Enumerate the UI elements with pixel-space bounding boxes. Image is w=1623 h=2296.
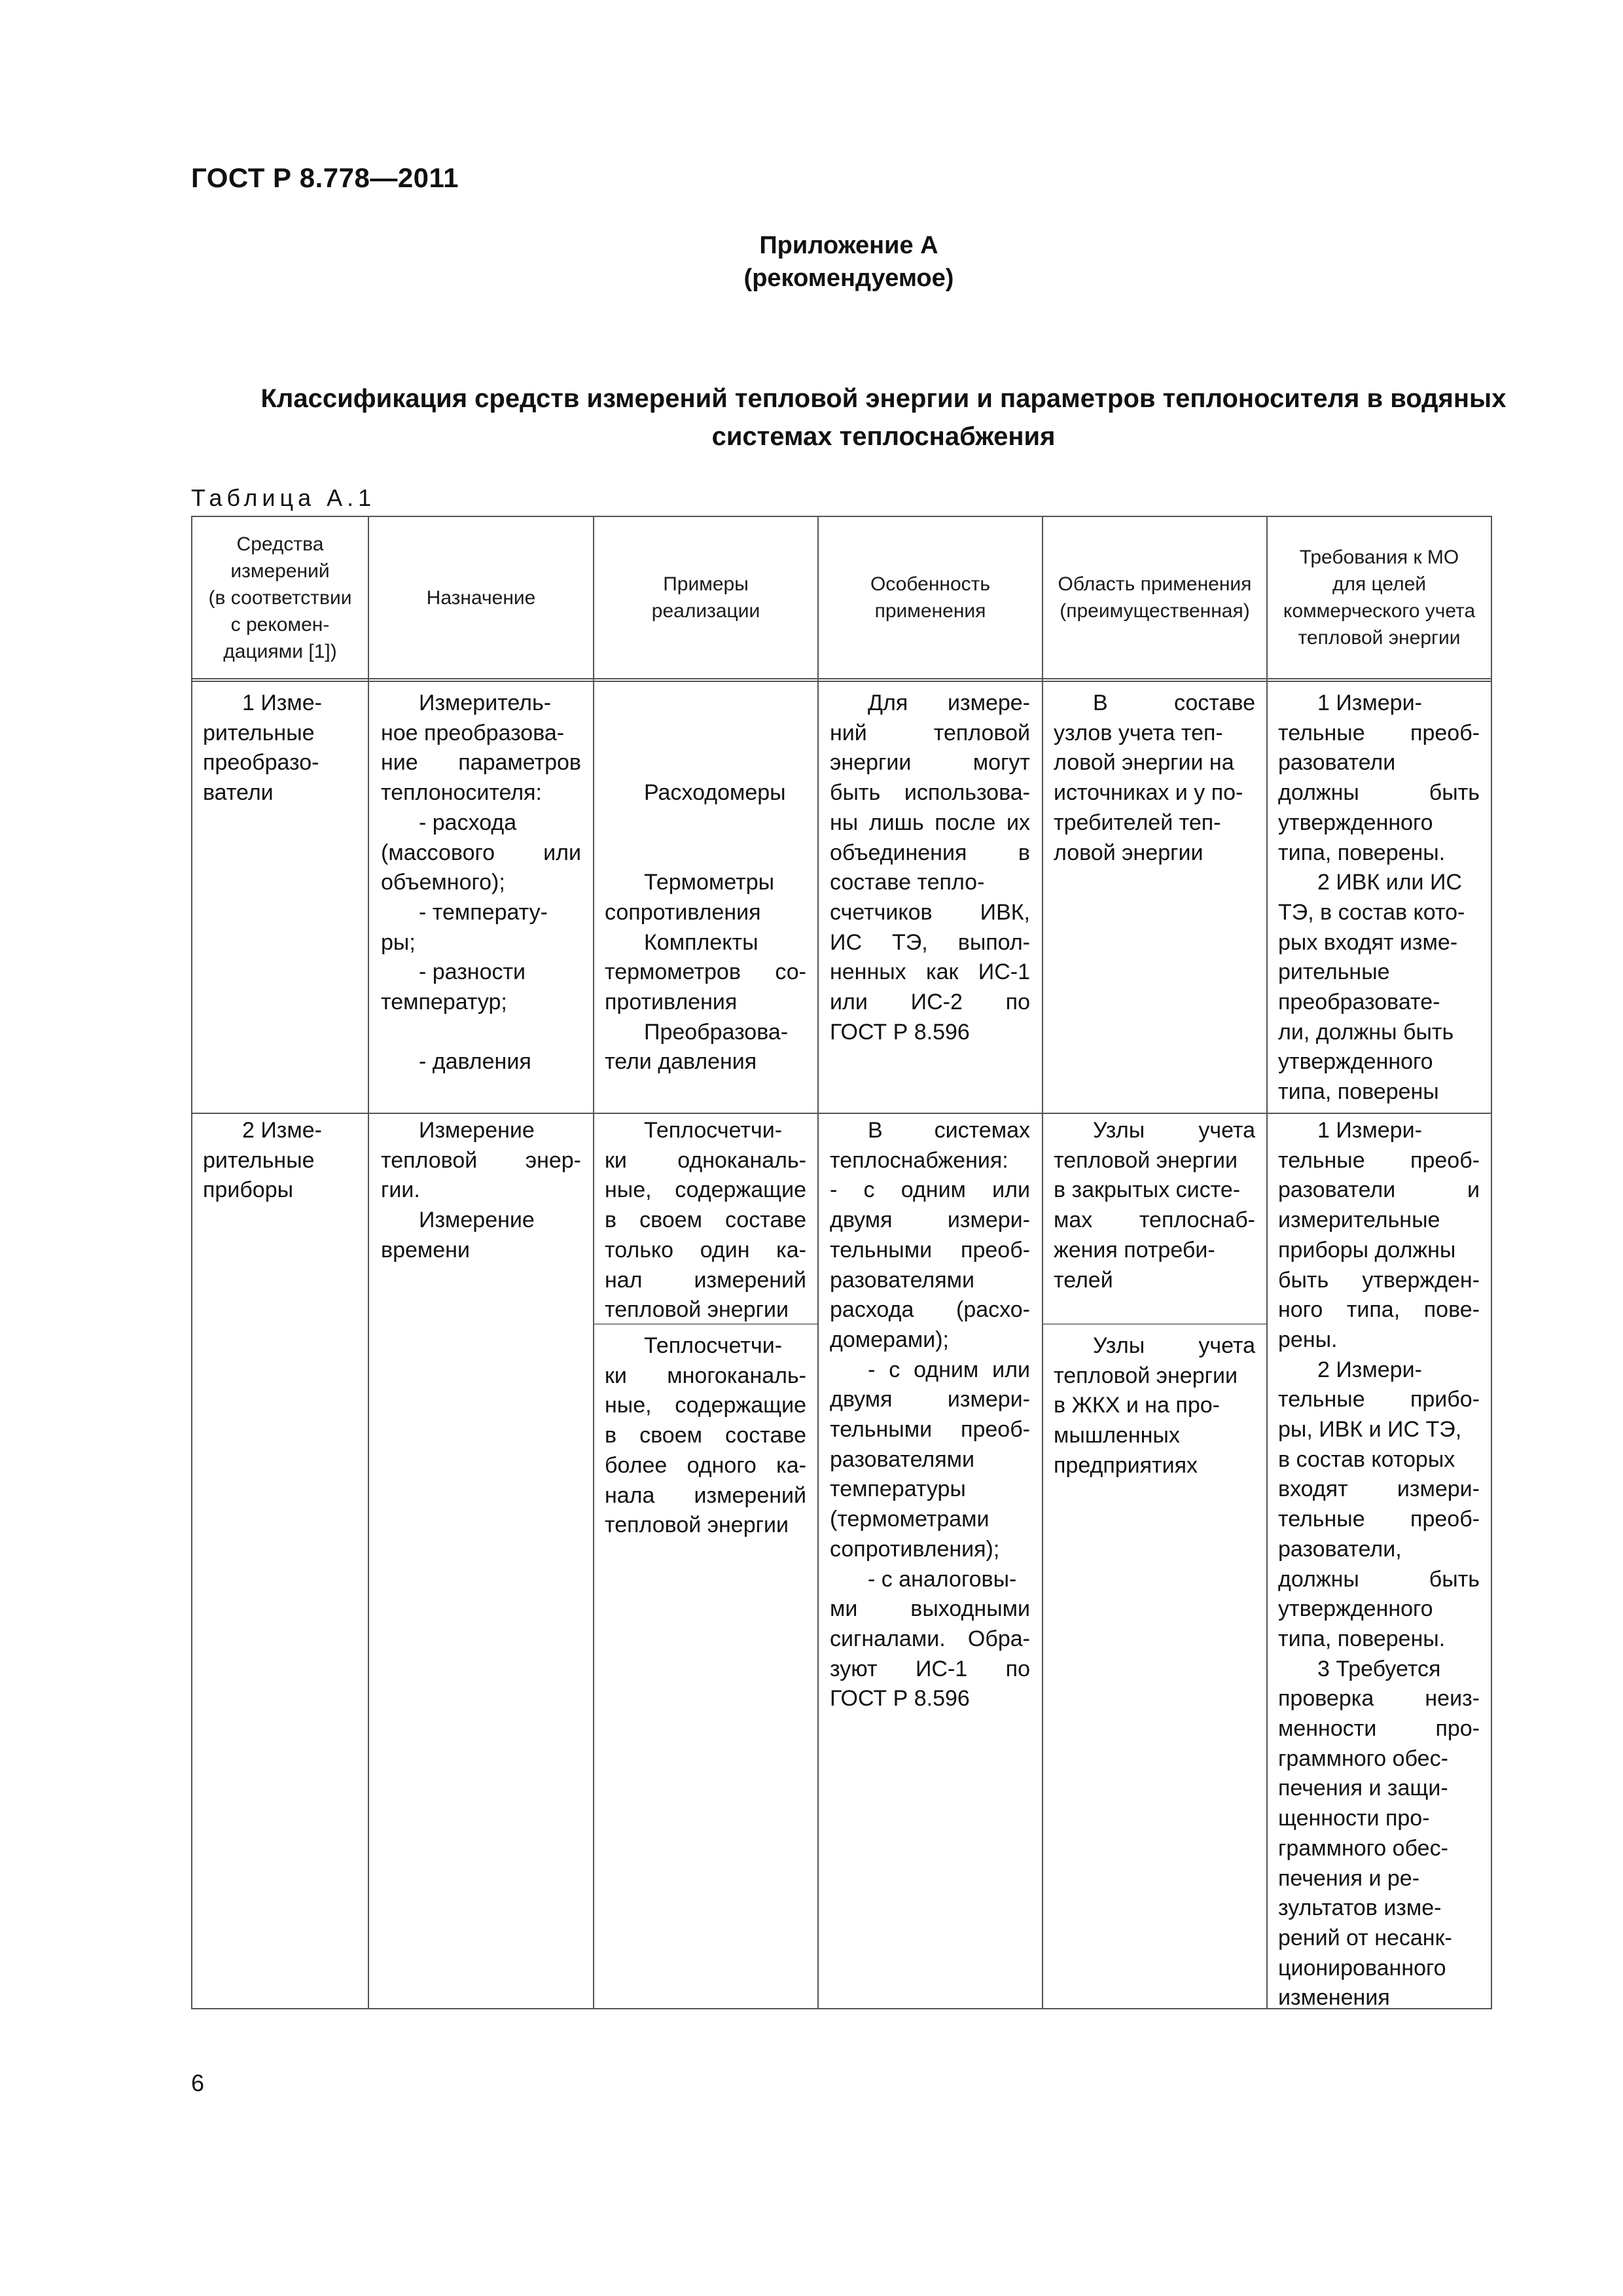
cell-line: ры; xyxy=(381,929,416,955)
cell-line: счетчиков ИВК, xyxy=(830,899,1030,925)
cell-line: печения и защи- xyxy=(1278,1776,1448,1801)
cell-line: ловой энергии на xyxy=(1054,750,1234,776)
cell-line: времени xyxy=(381,1237,470,1263)
standard-code: ГОСТ Р 8.778—2011 xyxy=(191,162,459,193)
row1-purpose-cell xyxy=(381,689,581,1077)
cell-line: утвержденного xyxy=(1278,1596,1433,1622)
cell-line: Теплосчетчи- xyxy=(644,1118,783,1143)
cell-line: Узлы учета xyxy=(1093,1118,1255,1143)
cell-line: Теплосчетчи- xyxy=(644,1333,783,1358)
row2-means-cell xyxy=(203,1116,353,1206)
cell-line: температур; xyxy=(381,990,507,1015)
cell-line: рительные xyxy=(203,720,315,745)
cell-line: тепловой энергии xyxy=(1054,1147,1238,1173)
cell-line: нал измерений xyxy=(605,1267,806,1293)
cell-line: нала измерений xyxy=(605,1482,806,1508)
cell-line: тельными преоб- xyxy=(830,1417,1030,1443)
cell-line: рительные xyxy=(203,1147,315,1173)
cell-line: ное преобразова- xyxy=(381,720,565,745)
document-title-line: Классификация средств измерений тепловой энергии и параметров теплоносителя в водяных xyxy=(260,384,1507,413)
area-split-line xyxy=(1042,1323,1267,1325)
document-title-line: системах теплоснабжения xyxy=(711,422,1056,451)
cell-line: ватели xyxy=(203,780,274,806)
cell-line: требителей теп- xyxy=(1054,810,1221,835)
cell-line: рений от несанк- xyxy=(1278,1925,1452,1950)
header-line: Назначение xyxy=(426,586,536,609)
cell-line: типа, поверены. xyxy=(1278,1626,1446,1651)
cell-line: энергии могут xyxy=(830,750,1030,776)
cell-line: в закрытых систе- xyxy=(1054,1177,1241,1203)
row2-example-multi-cell xyxy=(605,1331,806,1541)
cell-line: ного типа, пове- xyxy=(1278,1297,1480,1323)
cell-line: Комплекты xyxy=(644,929,758,955)
cell-line: тепловой энергии xyxy=(1054,1363,1238,1388)
cell-line: входят измери- xyxy=(1278,1477,1480,1502)
header-area xyxy=(1044,517,1265,678)
cell-line: граммного обес- xyxy=(1278,1746,1448,1771)
column-border xyxy=(593,516,594,2009)
cell-line: измерительные xyxy=(1278,1208,1440,1233)
cell-line: утвержденного xyxy=(1278,1049,1433,1075)
cell-line: щенности про- xyxy=(1278,1806,1430,1831)
row1-means-cell xyxy=(203,689,353,808)
cell-line: 3 Требуется xyxy=(1317,1656,1441,1681)
document-title xyxy=(183,380,1584,456)
cell-line: типа, поверены xyxy=(1278,1079,1439,1105)
cell-line: ненных как ИС-1 xyxy=(830,960,1030,985)
header-feature xyxy=(820,517,1041,678)
cell-line: разователями xyxy=(830,1267,974,1293)
cell-line: Измерение xyxy=(419,1118,535,1143)
cell-line: быть утвержден- xyxy=(1278,1267,1480,1293)
cell-line: узлов учета теп- xyxy=(1054,720,1223,745)
cell-line: проверка неиз- xyxy=(1278,1686,1480,1712)
column-border xyxy=(817,516,819,2009)
cell-line: рительные xyxy=(1278,960,1390,985)
cell-line: теплоснабжения: xyxy=(830,1147,1008,1173)
header-line: тепловой энергии xyxy=(1298,627,1461,649)
header-line: дациями [1]) xyxy=(223,640,337,662)
cell-line: - с аналоговы- xyxy=(868,1566,1017,1592)
cell-line: утвержденного xyxy=(1278,810,1433,835)
cell-line: - с одним или xyxy=(868,1357,1030,1382)
cell-line: Термометры xyxy=(644,870,775,895)
cell-line: рых входят изме- xyxy=(1278,929,1458,955)
cell-line: должны быть xyxy=(1278,780,1480,806)
appendix-status: (рекомендуемое) xyxy=(743,264,954,292)
appendix-heading xyxy=(0,229,1623,295)
header-line: коммерческого учета xyxy=(1283,600,1476,622)
cell-line: только один ка- xyxy=(605,1237,806,1263)
cell-line: быть использова- xyxy=(830,780,1030,806)
cell-line: ки одноканаль- xyxy=(605,1147,806,1173)
cell-line: термометров со- xyxy=(605,960,806,985)
cell-line: 2 Измери- xyxy=(1317,1357,1422,1382)
header-line: реализации xyxy=(651,600,760,622)
cell-line: Расходомеры xyxy=(644,780,786,806)
cell-line: тепловой энергии xyxy=(605,1297,789,1323)
cell-line: разователи, xyxy=(1278,1536,1402,1562)
cell-line: Измеритель- xyxy=(419,691,552,715)
row2-example-single-cell xyxy=(605,1116,806,1325)
cell-line: рены. xyxy=(1278,1327,1338,1352)
cell-line: (массового или xyxy=(381,840,581,865)
row2-area-housing-cell xyxy=(1054,1331,1255,1481)
cell-line: ние параметров xyxy=(381,750,581,776)
cell-line: мах теплоснаб- xyxy=(1054,1208,1255,1233)
column-border xyxy=(1266,516,1268,2009)
header-line: (в соответствии xyxy=(208,586,352,609)
cell-line: ГОСТ Р 8.596 xyxy=(830,1686,970,1712)
cell-line: сопротивления); xyxy=(830,1536,1000,1562)
cell-line: 1 Изме- xyxy=(242,691,322,715)
cell-line: ли, должны быть xyxy=(1278,1019,1454,1045)
cell-line: преобразовате- xyxy=(1278,990,1440,1015)
column-border xyxy=(1491,516,1492,2009)
cell-line: теплоносителя: xyxy=(381,780,542,806)
cell-line: - температу- xyxy=(419,899,548,925)
header-purpose xyxy=(370,517,592,678)
cell-line: должны быть xyxy=(1278,1566,1480,1592)
cell-line: В составе xyxy=(1093,691,1255,715)
cell-line: двумя измери- xyxy=(830,1208,1030,1233)
cell-line: менности про- xyxy=(1278,1716,1480,1742)
header-line: Средства xyxy=(236,533,324,555)
cell-line: составе тепло- xyxy=(830,870,985,895)
header-line: измерений xyxy=(230,560,330,582)
row2-feature-cell xyxy=(830,1116,1030,1714)
cell-line: тельные преоб- xyxy=(1278,1507,1480,1532)
cell-line: Измерение xyxy=(419,1208,535,1233)
table-caption: Таблица А.1 xyxy=(191,484,376,511)
cell-line: объемного); xyxy=(381,870,505,895)
header-requirements xyxy=(1269,517,1489,678)
cell-line: сигналами. Обра- xyxy=(830,1626,1030,1651)
cell-line: 1 Измери- xyxy=(1317,691,1422,715)
header-line: применения xyxy=(874,600,986,622)
cell-line: разователи и xyxy=(1278,1177,1480,1203)
row1-requirements-cell xyxy=(1278,689,1480,1107)
cell-line: гии. xyxy=(381,1177,420,1203)
cell-line: ний тепловой xyxy=(830,720,1030,745)
header-line: для целей xyxy=(1332,573,1427,595)
row1-examples-cell xyxy=(605,689,806,1077)
cell-line: телей xyxy=(1054,1267,1113,1293)
cell-line: - расхода xyxy=(419,810,517,835)
cell-line: предприятиях xyxy=(1054,1452,1198,1478)
cell-line: печения и ре- xyxy=(1278,1865,1420,1891)
cell-line: ны лишь после их xyxy=(830,810,1030,835)
cell-line: приборы xyxy=(203,1177,294,1203)
cell-line: ные, содержащие xyxy=(605,1393,806,1418)
cell-line: изменения xyxy=(1278,1985,1390,2011)
header-means xyxy=(194,517,366,678)
cell-line: 2 ИВК или ИС xyxy=(1317,870,1462,895)
cell-line: (термометрами xyxy=(830,1507,990,1532)
cell-line: 2 Изме- xyxy=(242,1118,322,1143)
cell-line: мышленных xyxy=(1054,1423,1180,1448)
header-line: Область применения xyxy=(1058,573,1252,595)
cell-line: Преобразова- xyxy=(644,1019,789,1045)
cell-line: источниках и у по- xyxy=(1054,780,1243,806)
cell-line: ные, содержащие xyxy=(605,1177,806,1203)
cell-line: двумя измери- xyxy=(830,1387,1030,1412)
header-line: Требования к МО xyxy=(1299,547,1459,568)
cell-line: тепловой энер- xyxy=(381,1147,581,1173)
cell-line: - давления xyxy=(419,1049,531,1075)
cell-line: типа, поверены. xyxy=(1278,840,1446,865)
cell-line: температуры xyxy=(830,1477,966,1502)
cell-line: в своем составе xyxy=(605,1208,806,1233)
cell-line: зультатов изме- xyxy=(1278,1895,1442,1921)
cell-line: тепловой энергии xyxy=(605,1513,789,1538)
cell-line: ционированного xyxy=(1278,1955,1446,1981)
cell-line: расхода (расхо- xyxy=(830,1297,1030,1323)
column-border xyxy=(1042,516,1043,2009)
column-border xyxy=(368,516,369,2009)
cell-line: Для измере- xyxy=(868,691,1030,715)
cell-line: ИС ТЭ, выпол- xyxy=(830,929,1030,955)
header-line: с рекомен- xyxy=(230,613,330,636)
cell-line: ловой энергии xyxy=(1054,840,1204,865)
cell-line: тельными преоб- xyxy=(830,1237,1030,1263)
cell-line: тельные прибо- xyxy=(1278,1387,1480,1412)
cell-line: жения потреби- xyxy=(1054,1237,1215,1263)
cell-line: В системах xyxy=(868,1118,1030,1143)
cell-line: противления xyxy=(605,989,738,1014)
cell-line: - с одним или xyxy=(830,1177,1030,1203)
cell-line: ры, ИВК и ИС ТЭ, xyxy=(1278,1417,1462,1443)
cell-line: приборы должны xyxy=(1278,1237,1456,1263)
header-line: Особенность xyxy=(870,573,991,595)
cell-line: ТЭ, в состав кото- xyxy=(1278,899,1465,925)
cell-line: тельные преоб- xyxy=(1278,1147,1480,1173)
cell-line: в состав которых xyxy=(1278,1446,1455,1472)
row2-area-closed-cell xyxy=(1054,1116,1255,1295)
cell-line: преобразо- xyxy=(203,750,319,776)
cell-line: объединения в xyxy=(830,840,1030,865)
row-separator xyxy=(191,1113,1492,1114)
cell-line: тельные преоб- xyxy=(1278,720,1480,745)
cell-line: тели давления xyxy=(605,1049,757,1075)
header-line: (преимущественная) xyxy=(1060,600,1250,622)
cell-line: 1 Измери- xyxy=(1317,1118,1422,1143)
appendix-title: Приложение А xyxy=(759,232,938,259)
page-number: 6 xyxy=(191,2070,205,2096)
cell-line: или ИС-2 по xyxy=(830,990,1030,1015)
cell-line: - разности xyxy=(419,960,526,985)
cell-line: более одного ка- xyxy=(605,1452,806,1478)
row1-area-cell xyxy=(1054,689,1255,868)
cell-line: в ЖКХ и на про- xyxy=(1054,1393,1220,1418)
cell-line: зуют ИС-1 по xyxy=(830,1656,1030,1681)
cell-line: в своем составе xyxy=(605,1423,806,1448)
row2-requirements-cell xyxy=(1278,1116,1480,2013)
cell-line: ми выходными xyxy=(830,1596,1030,1622)
cell-line: домерами); xyxy=(830,1327,949,1352)
cell-line: сопротивления xyxy=(605,899,761,925)
cell-line: Узлы учета xyxy=(1093,1333,1255,1358)
header-line: Примеры xyxy=(663,573,749,595)
column-border xyxy=(191,516,192,2009)
header-examples xyxy=(596,517,816,678)
row2-purpose-cell xyxy=(381,1116,581,1266)
cell-line: ГОСТ Р 8.596 xyxy=(830,1019,970,1045)
cell-line: разователями xyxy=(830,1446,974,1472)
cell-line: разователи xyxy=(1278,750,1396,776)
cell-line: граммного обес- xyxy=(1278,1835,1448,1861)
row1-feature-cell xyxy=(830,689,1030,1047)
header-separator xyxy=(191,678,1492,682)
cell-line: ки многоканаль- xyxy=(605,1363,806,1388)
